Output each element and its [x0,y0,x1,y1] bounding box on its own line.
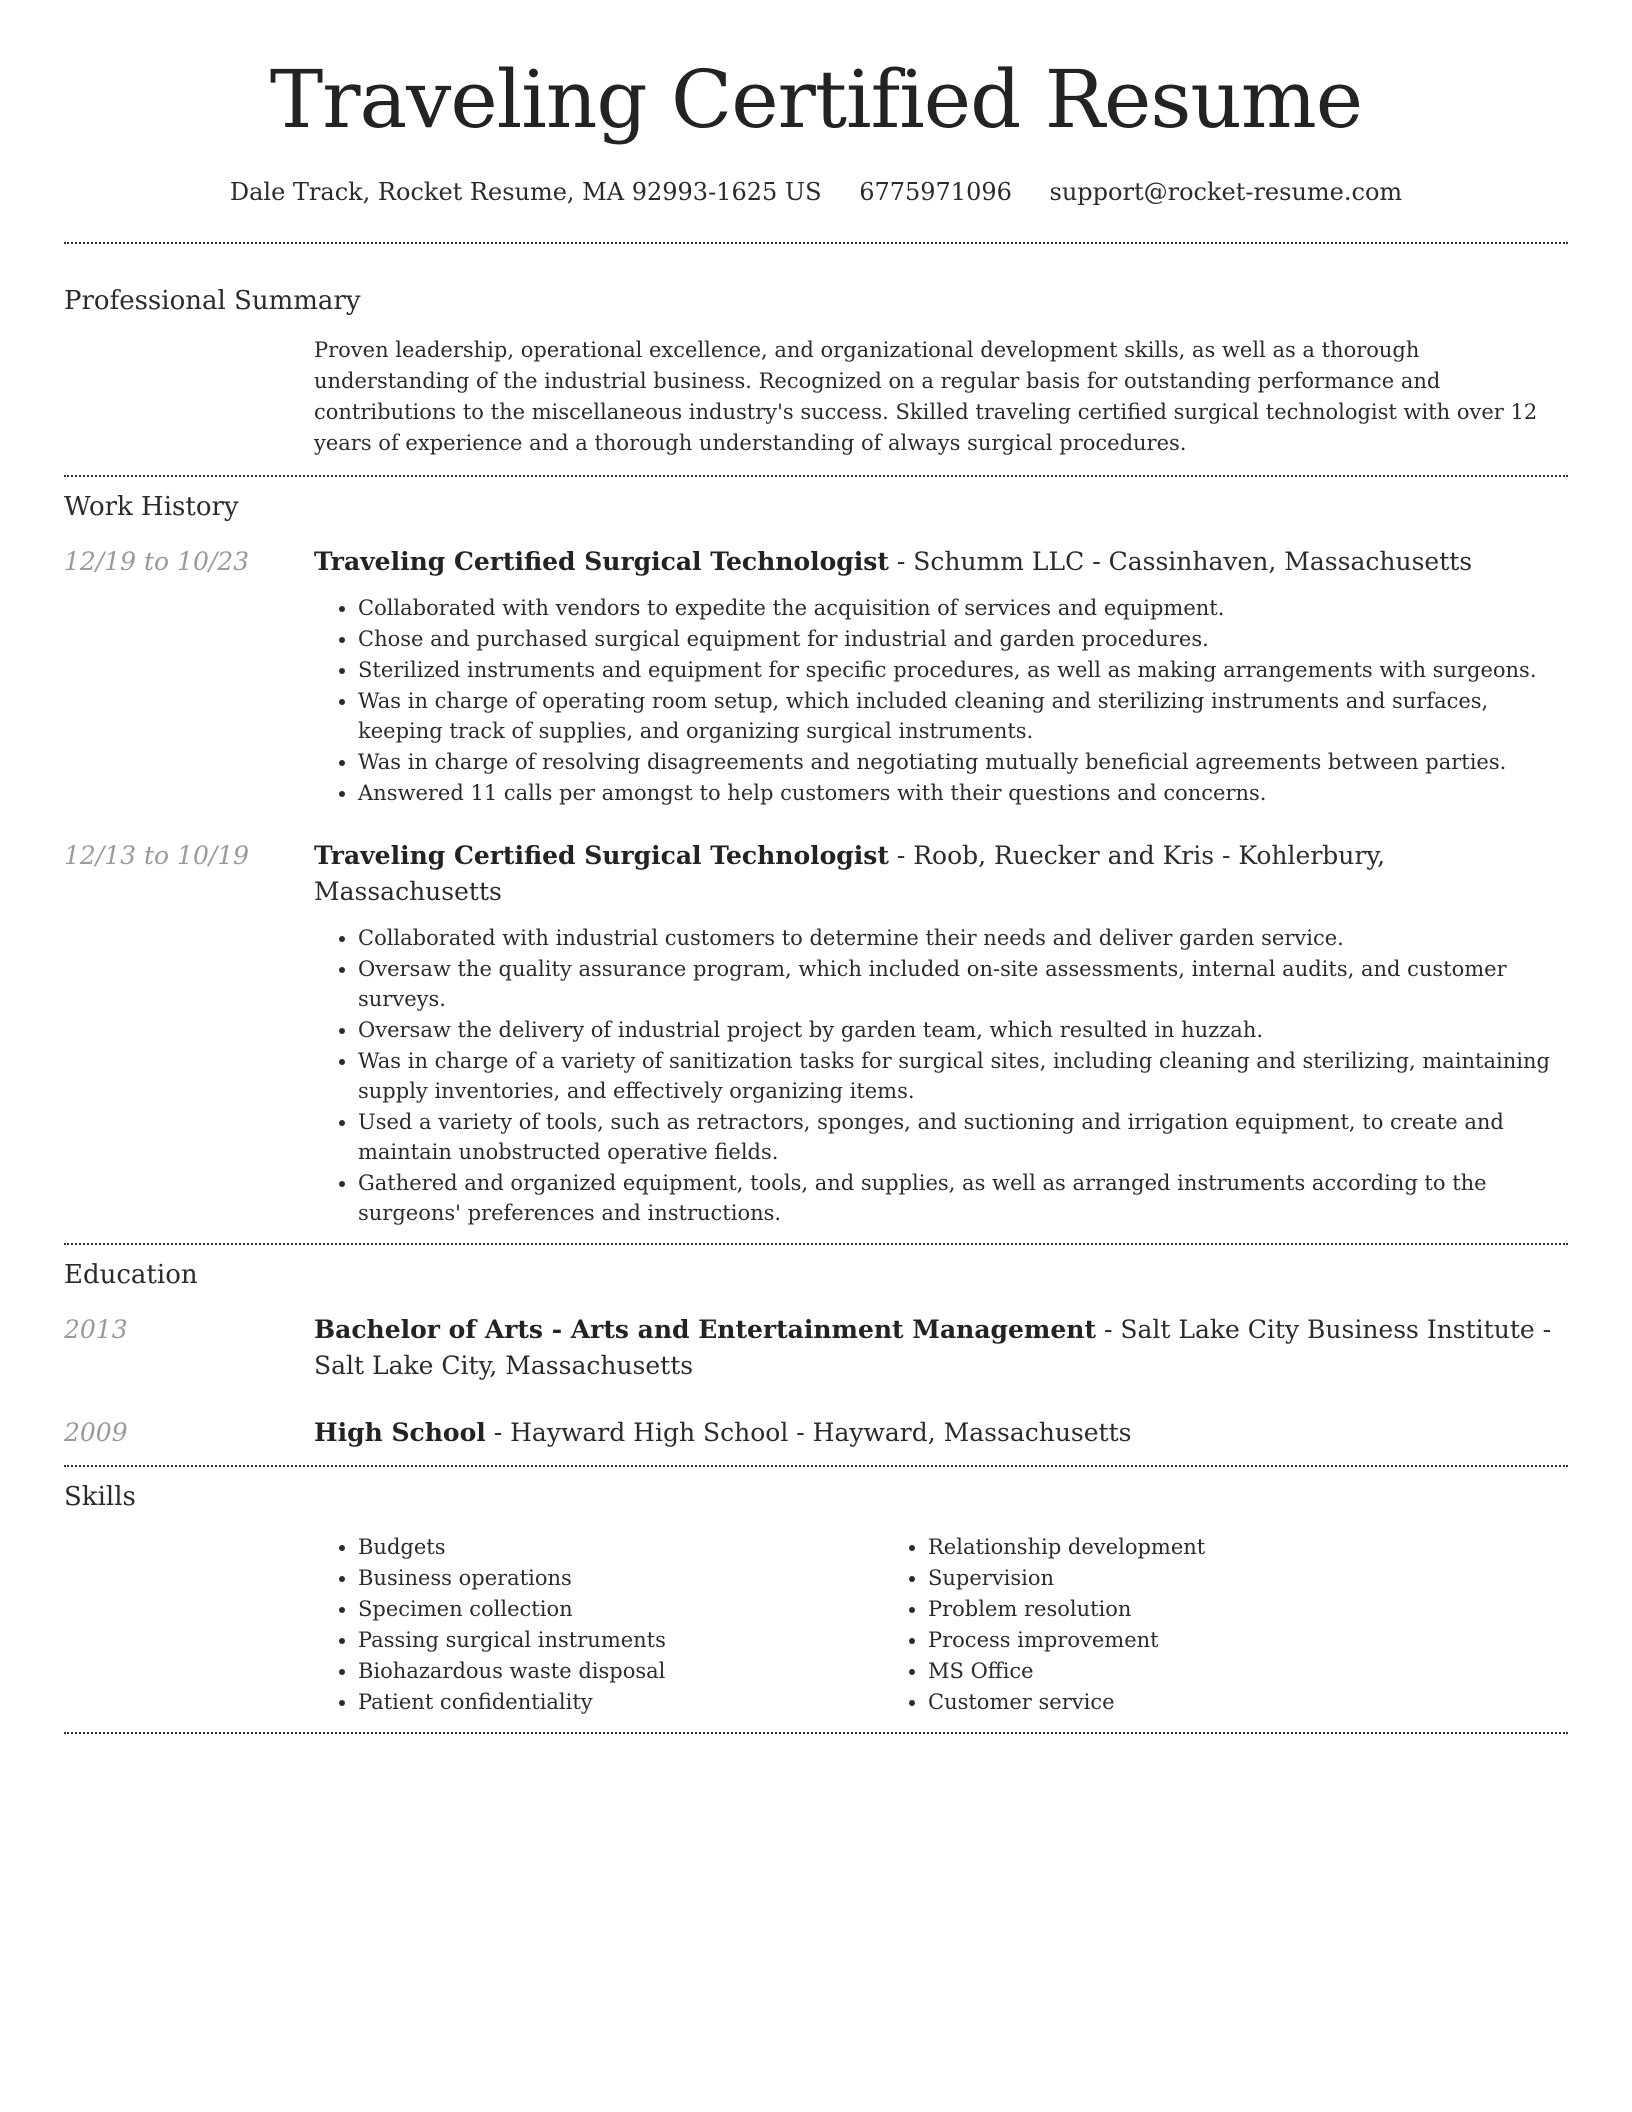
job-details: - Schumm LLC - Cassinhaven, Massachusetts [888,547,1473,576]
education-degree: Bachelor of Arts - Arts and Entertainment Management [314,1315,1097,1344]
skill-item: • Passing surgical instruments [358,1625,884,1656]
education-details: - Hayward High School - Hayward, Massachusetts [485,1418,1132,1447]
list-item: • Used a variety of tools, such as retractors, sponges, and suctioning and irrigation equipment, to create and maintain unobstructed operative fields. [358,1107,1568,1167]
section-divider [64,1732,1568,1734]
education-heading [314,1415,1568,1451]
job-position: Traveling Certified Surgical Technologist [314,547,889,576]
section-title-work: Work History [64,492,239,522]
job-position: Traveling Certified Surgical Technologist [314,841,889,870]
job-heading [314,838,1568,910]
section-divider [64,242,1568,244]
skill-item: • Budgets [358,1532,884,1563]
skill-item: • Business operations [358,1563,884,1594]
job-heading [314,544,1568,580]
section-divider [64,475,1568,477]
contact-line [64,176,1568,208]
list-item: • Oversaw the quality assurance program, which included on-site assessments, internal audits, and customer surveys. [358,954,1568,1014]
section-title-summary: Professional Summary [64,286,361,316]
phone: 6775971096 [859,178,1012,206]
skill-item: • Specimen collection [358,1594,884,1625]
education-heading [314,1312,1568,1384]
list-item: • Was in charge of a variety of sanitization tasks for surgical sites, including cleaning and sterilizing, maintaining supply inventories, and effectively organizing items. [358,1046,1568,1106]
job-bullets [314,593,1568,808]
education-details: - Salt Lake City Business Institute - Salt Lake City, Massachusetts [314,1315,1552,1380]
section-divider [64,1243,1568,1245]
section-title-education: Education [64,1260,198,1290]
job-dates: 12/13 to 10/19 [64,841,250,870]
summary-text: Proven leadership, operational excellence, and organizational development skills, as well as a thorough understanding of the industrial business. Recognized on a regular basis for outstanding performance and contributions to the miscellaneous industry's success. Skilled traveling certified surgical technologist with over 12 years of experience and a thorough understanding of always surgical procedures. [314,338,1538,455]
list-item: • Was in charge of operating room setup, which included cleaning and sterilizing instruments and surfaces, keeping track of supplies, and organizing surgical instruments. [358,686,1568,746]
education-entry [64,1312,1568,1384]
skill-item: • Problem resolution [928,1594,1454,1625]
list-item: • Answered 11 calls per amongst to help customers with their questions and concerns. [358,778,1568,808]
skills-list-left [314,1532,884,1718]
job-entry [64,838,1568,1228]
section-divider [64,1465,1568,1467]
job-entry [64,544,1568,808]
skill-item: • Relationship development [928,1532,1454,1563]
resume-header [64,0,1568,208]
skill-item: • Patient confidentiality [358,1687,884,1718]
email: support@rocket-resume.com [1049,178,1403,206]
skill-item: • MS Office [928,1656,1454,1687]
list-item: • Was in charge of resolving disagreements and negotiating mutually beneficial agreements between parties. [358,747,1568,777]
skill-item: • Process improvement [928,1625,1454,1656]
education-year: 2009 [64,1418,128,1447]
skill-item: • Biohazardous waste disposal [358,1656,884,1687]
list-item: • Oversaw the delivery of industrial project by garden team, which resulted in huzzah. [358,1015,1568,1045]
section-title-skills: Skills [64,1482,136,1512]
job-bullets [314,923,1568,1228]
job-dates: 12/19 to 10/23 [64,547,250,576]
education-section [64,1258,1568,1465]
skill-item: • Supervision [928,1563,1454,1594]
education-degree: High School [314,1418,486,1447]
list-item: • Gathered and organized equipment, tools, and supplies, as well as arranged instruments according to the surgeons' preferences and instructions. [358,1168,1568,1228]
education-entry [64,1415,1568,1451]
skills-list-right [884,1532,1454,1718]
professional-summary-section [64,284,1568,475]
skills-columns [314,1532,1568,1718]
skill-item: • Customer service [928,1687,1454,1718]
list-item: • Sterilized instruments and equipment for specific procedures, as well as making arrangements with surgeons. [358,655,1568,685]
list-item: • Collaborated with vendors to expedite the acquisition of services and equipment. [358,593,1568,623]
list-item: • Chose and purchased surgical equipment for industrial and garden procedures. [358,624,1568,654]
education-year: 2013 [64,1315,128,1344]
list-item: • Collaborated with industrial customers to determine their needs and deliver garden service. [358,923,1568,953]
address: Dale Track, Rocket Resume, MA 92993-1625 US [229,178,822,206]
resume-title: Traveling Certified Resume [269,53,1363,146]
job-details: - Roob, Ruecker and Kris - Kohlerbury, Massachusetts [314,841,1386,906]
skills-section [64,1480,1568,1732]
work-history-section [64,490,1568,1243]
